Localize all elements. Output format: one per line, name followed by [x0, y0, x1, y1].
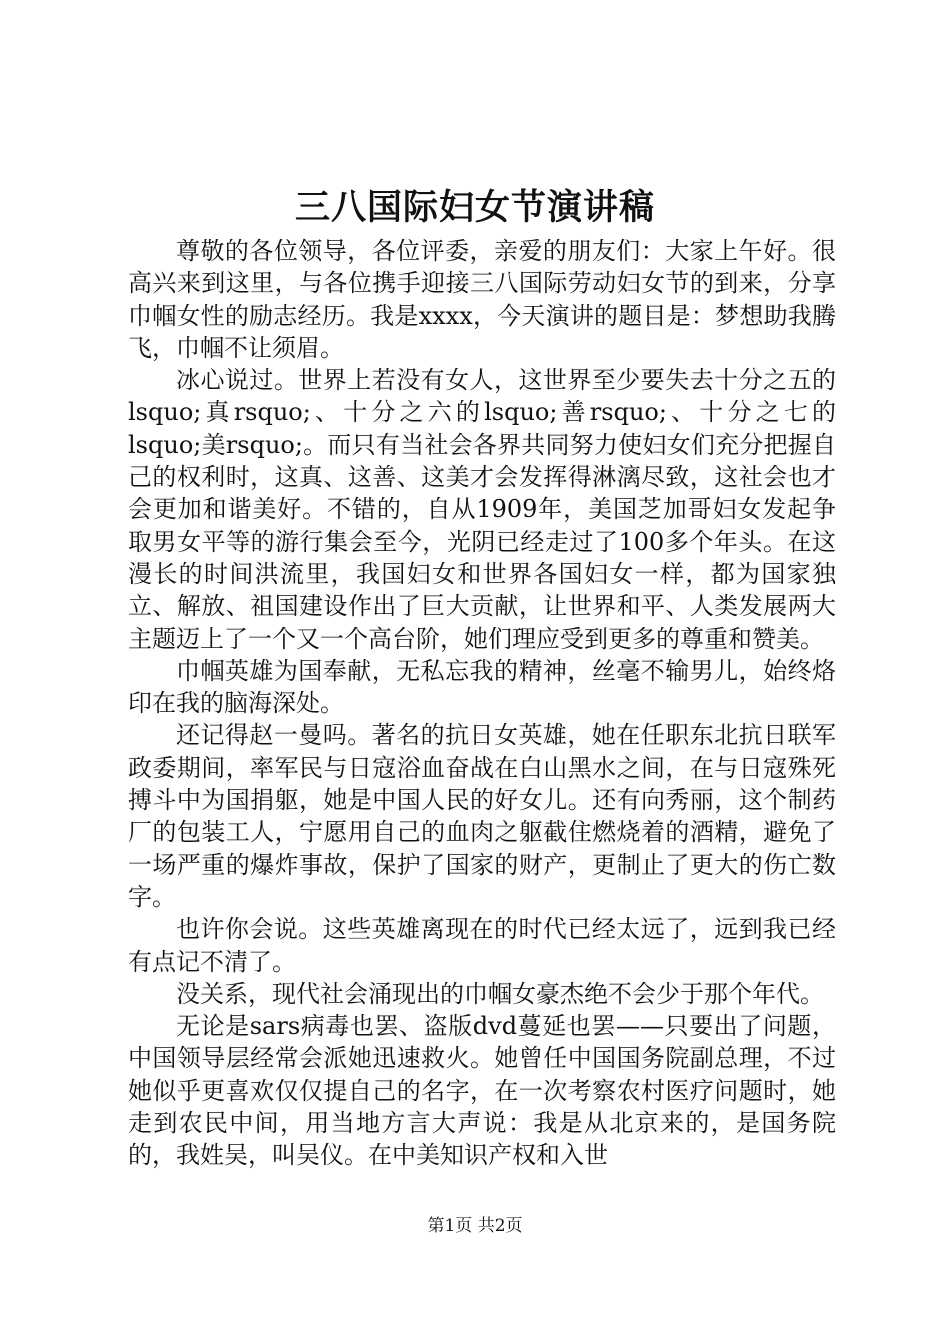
page-number-footer: 第1页 共2页 [427, 1216, 523, 1236]
paragraph-3: 巾帼英雄为国奉献，无私忘我的精神，丝毫不输男儿，始终烙印在我的脑海深处。 [128, 656, 836, 718]
document-body [128, 235, 836, 1172]
paragraph-2: 冰心说过。世界上若没有女人，这世界至少要失去十分之五的lsquo;真rsquo;、十分之六的lsquo;善rsquo;、十分之七的lsquo;美rsquo;。而只有当社会各界共同努力使妇女们充分把握自己的权利时，这真、这善、这美才会发挥得淋漓尽致，这社会也才会更加和谐美好。不错的，自从1909年，美国芝加哥妇女发起争取男女平等的游行集会至今，光阴已经走过了100多个年头。在这漫长的时间洪流里，我国妇女和世界各国妇女一样，都为国家独立、解放、祖国建设作出了巨大贡献，让世界和平、人类发展两大主题迈上了一个又一个高台阶，她们理应受到更多的尊重和赞美。 [128, 366, 836, 653]
paragraph-5: 也许你会说。这些英雄离现在的时代已经太远了，远到我已经有点记不清了。 [128, 915, 836, 976]
document-title: 三八国际妇女节演讲稿 [294, 187, 655, 228]
paragraph-7: 无论是sars病毒也罢、盗版dvd蔓延也罢——只要出了问题，中国领导层经常会派她迅速救火。她曾任中国国务院副总理，不过她似乎更喜欢仅仅提自己的名字，在一次考察农村医疗问题时，她走到农民中间，用当地方言大声说：我是从北京来的，是国务院的，我姓吴，叫吴仪。在中美知识产权和入世 [128, 1012, 836, 1170]
paragraph-6: 没关系，现代社会涌现出的巾帼女豪杰绝不会少于那个年代。 [176, 979, 824, 1008]
paragraph-4: 还记得赵一曼吗。著名的抗日女英雄，她在任职东北抗日联军政委期间，率军民与日寇浴血奋战在白山黑水之间，在与日寇殊死搏斗中为国捐躯，她是中国人民的好女儿。还有向秀丽，这个制药厂的包装工人，宁愿用自己的血肉之躯截住燃烧着的酒精，避免了一场严重的爆炸事故，保护了国家的财产，更制止了更大的伤亡数字。 [128, 721, 836, 911]
paragraph-1: 尊敬的各位领导，各位评委，亲爱的朋友们：大家上午好。很高兴来到这里，与各位携手迎接三八国际劳动妇女节的到来，分享巾帼女性的励志经历。我是xxxx，今天演讲的题目是：梦想助我腾飞，巾帼不让须眉。 [128, 237, 836, 362]
